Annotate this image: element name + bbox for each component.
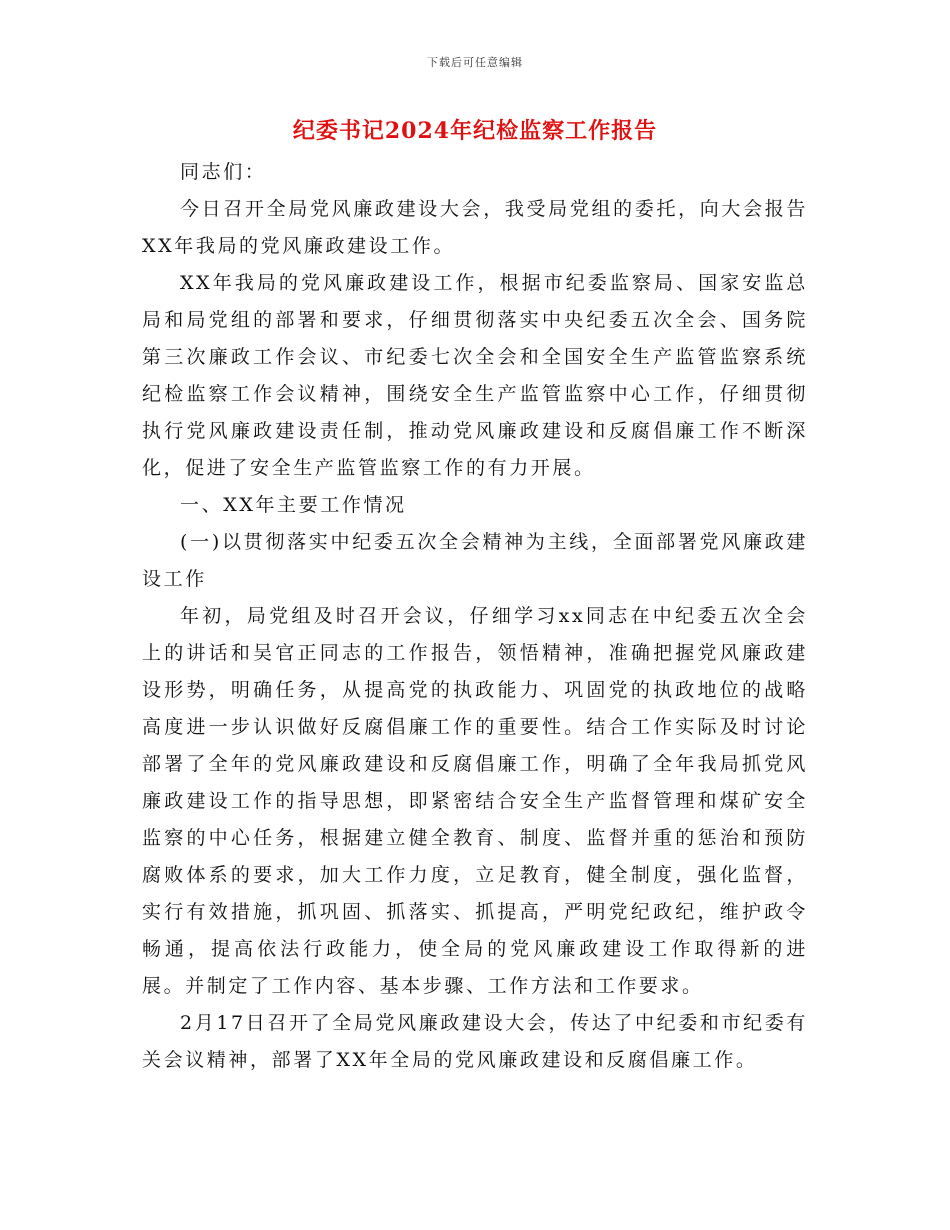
body-paragraph: 2月17日召开了全局党风廉政建设大会，传达了中纪委和市纪委有关会议精神，部署了XX年全局的党风廉政建设和反腐倡廉工作。 (142, 1012, 808, 1071)
section-heading: 一、XX年主要工作情况 (180, 494, 407, 516)
document-title: 纪委书记2024年纪检监察工作报告 (292, 118, 658, 144)
body-paragraph: 年初，局党组及时召开会议，仔细学习xx同志在中纪委五次全会上的讲话和吴官正同志的工作报告，领悟精神，准确把握党风廉政建设形势，明确任务，从提高党的执政能力、巩固党的执政地位的战略高度进一步认识做好反腐倡廉工作的重要性。结合工作实际及时讨论部署了全年的党风廉政建设和反腐倡廉工作，明确了全年我局抓党风廉政建设工作的指导思想，即紧密结合安全生产监督管理和煤矿安全监察的中心任务，根据建立健全教育、制度、监督并重的惩治和预防腐败体系的要求，加大工作力度，立足教育，健全制度，强化监督，实行有效措施，抓巩固、抓落实、抓提高，严明党纪政纪，维护政令畅通，提高依法行政能力，使全局的党风廉政建设工作取得新的进展。并制定了工作内容、基本步骤、工作方法和工作要求。 (142, 605, 808, 997)
salutation-paragraph: 同志们： (180, 161, 267, 183)
page-header-note: 下载后可任意编辑 (427, 56, 523, 69)
subsection-heading: (一)以贯彻落实中纪委五次全会精神为主线，全面部署党风廉政建设工作 (142, 531, 808, 590)
body-paragraph: XX年我局的党风廉政建设工作，根据市纪委监察局、国家安监总局和局党组的部署和要求，仔细贯彻落实中央纪委五次全会、国务院第三次廉政工作会议、市纪委七次全会和全国安全生产监管监察系统纪检监察工作会议精神，围绕安全生产监管监察中心工作，仔细贯彻执行党风廉政建设责任制，推动党风廉政建设和反腐倡廉工作不断深化，促进了安全生产监管监察工作的有力开展。 (142, 272, 808, 479)
document-body (142, 154, 808, 1079)
body-paragraph: 今日召开全局党风廉政建设大会，我受局党组的委托，向大会报告XX年我局的党风廉政建设工作。 (142, 198, 808, 257)
